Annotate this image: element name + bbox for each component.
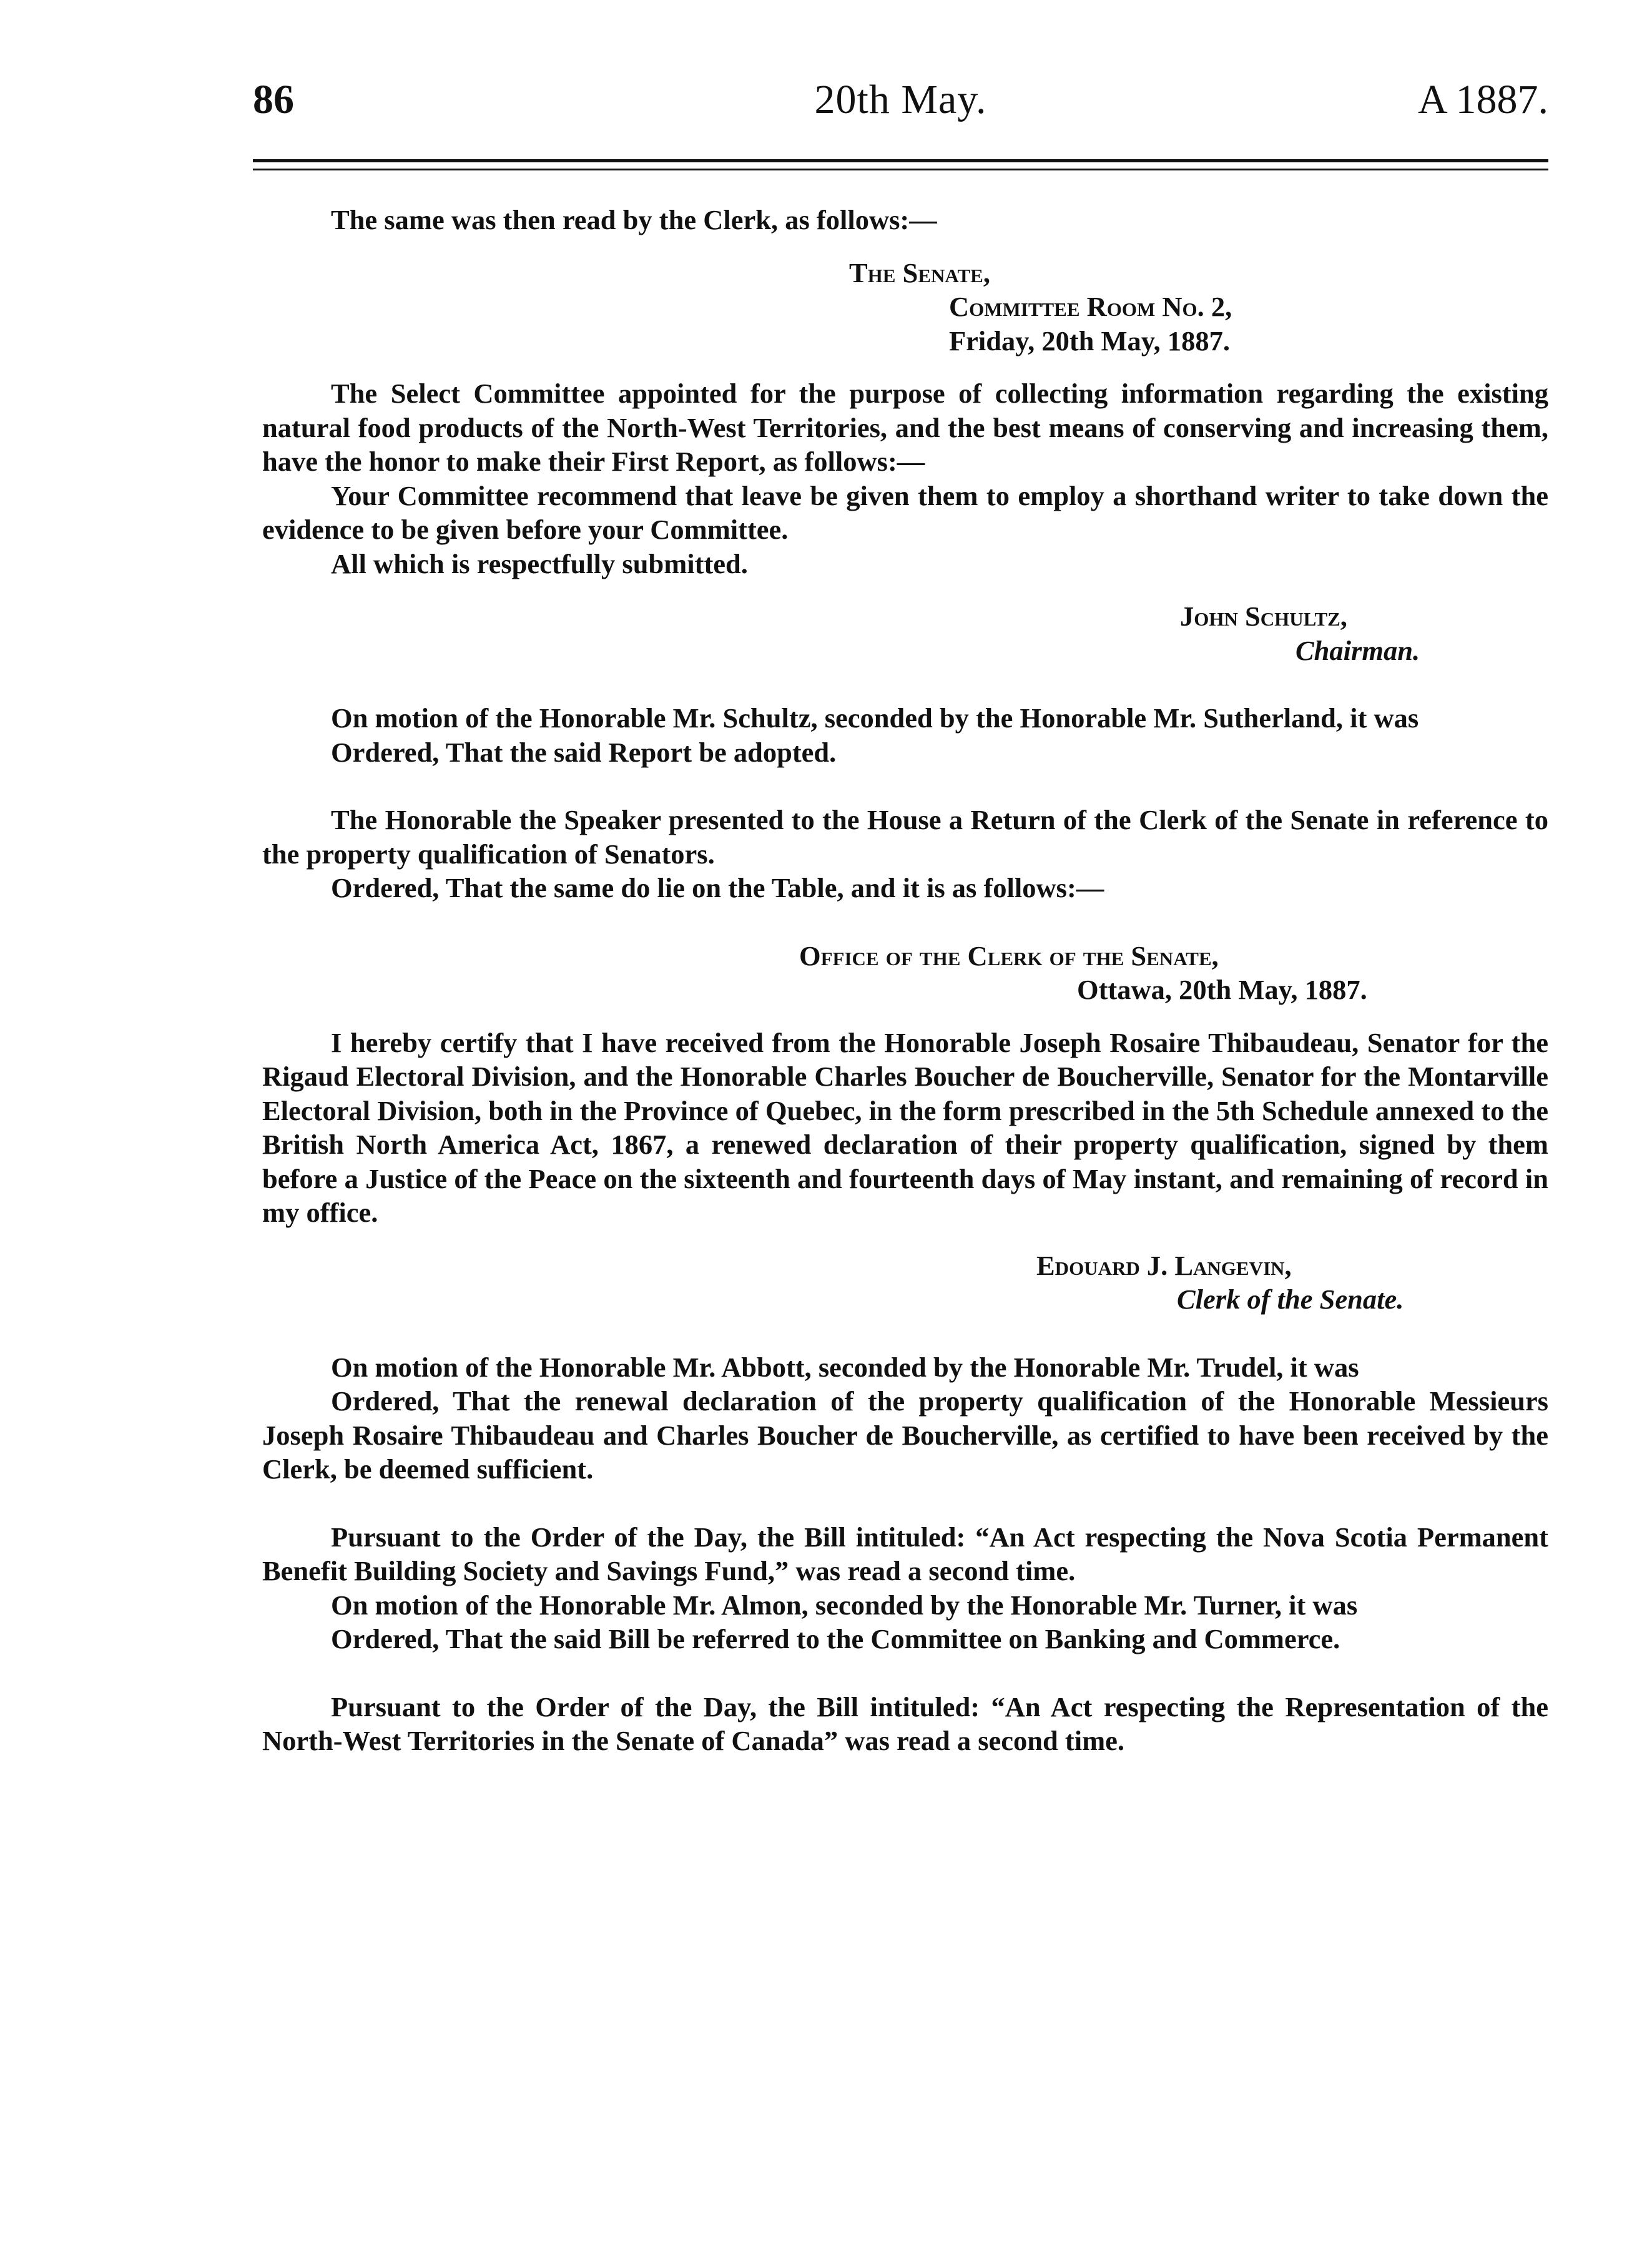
return-signature-name: Edouard J. Langevin, (1036, 1249, 1292, 1281)
report-paragraph-3: All which is respectfully submitted. (331, 548, 748, 579)
motion2-paragraph-2: Ordered, That the renewal declaration of the property qualification of the Honorable Messieurs Joseph Rosaire Thibaudeau and Charles Boucher de Boucherville, as certified to have been received by the Clerk, be deemed sufficient. (262, 1385, 1548, 1485)
report-paragraph-1: The Select Committee appointed for the purpose of collecting information regarding the existing natural food products of the North-West Territories, and the best means of conserving and increasing them, have the honor to make their First Report, as follows:— (262, 378, 1548, 477)
return-heading-line1: Office of the Clerk of the Senate, (799, 940, 1219, 971)
report-paragraph-2: Your Committee recommend that leave be given them to employ a shorthand writer to take down the evidence to be given before your Committee. (262, 479, 1548, 545)
report-heading-line1: The Senate, (849, 257, 990, 288)
intro-line: The same was then read by the Clerk, as follows:— (331, 204, 937, 235)
header-rule-thick (253, 159, 1548, 162)
return-signature-title: Clerk of the Senate. (1177, 1284, 1404, 1315)
header-rule-thin (253, 169, 1548, 170)
bill1-paragraph-2: On motion of the Honorable Mr. Almon, seconded by the Honorable Mr. Turner, it was (331, 1589, 1358, 1621)
bill1-paragraph-1: Pursuant to the Order of the Day, the Bill intituled: “An Act respecting the Nova Scotia Permanent Benefit Building Society and Savings Fund,” was read a second time. (262, 1521, 1548, 1586)
report-signature-title: Chairman. (1296, 634, 1420, 666)
report-heading-line3: Friday, 20th May, 1887. (949, 325, 1230, 356)
page-body (262, 203, 1548, 1758)
speaker-paragraph-1: The Honorable the Speaker presented to the House a Return of the Clerk of the Senate in reference to the property qualification of Senators. (262, 804, 1548, 870)
return-paragraph-1: I hereby certify that I have received from the Honorable Joseph Rosaire Thibaudeau, Senator for the Rigaud Electoral Division, and the Honorable Charles Boucher de Boucherville, Senator for the Montarville Electoral Division, both in the Province of Quebec, in the form prescribed in the 5th Schedule annexed to the British North America Act, 1867, a renewed declaration of their property qualification, signed by them before a Justice of the Peace on the sixteenth and fourteenth days of May instant, and remaining of record in my office. (262, 1026, 1548, 1228)
page-number: 86 (253, 77, 294, 122)
bill2-paragraph-1: Pursuant to the Order of the Day, the Bill intituled: “An Act respecting the Representation of the North-West Territories in the Senate of Canada” was read a second time. (262, 1691, 1548, 1756)
motion1-paragraph-1: On motion of the Honorable Mr. Schultz, seconded by the Honorable Mr. Sutherland, it was (331, 702, 1419, 734)
motion2-paragraph-1: On motion of the Honorable Mr. Abbott, seconded by the Honorable Mr. Trudel, it was (331, 1351, 1359, 1383)
header-year: A 1887. (1417, 77, 1548, 122)
header-date: 20th May. (814, 77, 987, 122)
page-header (253, 69, 1548, 131)
motion1-paragraph-2: Ordered, That the said Report be adopted. (331, 736, 837, 768)
return-heading-line2: Ottawa, 20th May, 1887. (1077, 974, 1367, 1005)
speaker-paragraph-2: Ordered, That the same do lie on the Table, and it is as follows:— (331, 872, 1104, 903)
report-heading-line2: Committee Room No. 2, (949, 291, 1232, 322)
report-signature-name: John Schultz, (1180, 601, 1347, 632)
bill1-paragraph-3: Ordered, That the said Bill be referred to the Committee on Banking and Commerce. (331, 1623, 1340, 1654)
